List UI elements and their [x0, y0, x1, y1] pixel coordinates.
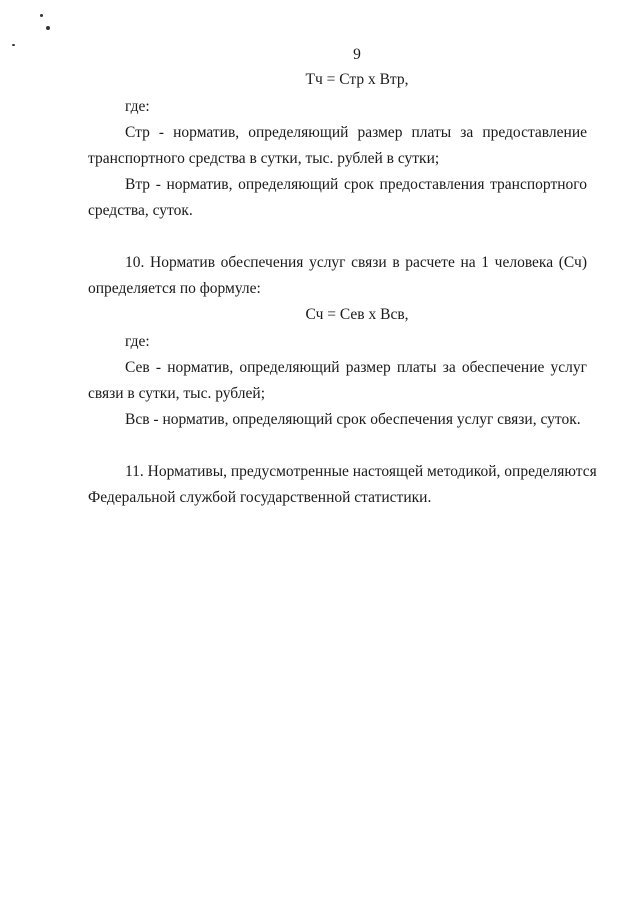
scan-speck	[40, 14, 43, 17]
formula-sch: Сч = Сев х Всв,	[305, 306, 409, 323]
where-label: где:	[125, 333, 150, 350]
page-number: 9	[353, 46, 361, 63]
vtr-definition-line1: Втр - норматив, определяющий срок предоставления транспортного	[125, 176, 587, 193]
formula-tch: Тч = Стр х Втр,	[305, 71, 409, 88]
str-definition-line2: транспортного средства в сутки, тыс. рублей в сутки;	[88, 150, 440, 167]
paragraph-11-line2: Федеральной службой государственной статистики.	[88, 489, 432, 506]
where-label: где:	[125, 98, 150, 115]
sev-definition-line1: Сев - норматив, определяющий размер платы за обеспечение услуг	[125, 359, 587, 376]
paragraph-10-line1: 10. Норматив обеспечения услуг связи в расчете на 1 человека (Сч)	[125, 254, 587, 271]
paragraph-11-line1: 11. Нормативы, предусмотренные настоящей методикой, определяются	[125, 463, 597, 480]
scan-speck	[46, 26, 50, 30]
str-definition-line1: Стр - норматив, определяющий размер платы за предоставление	[125, 124, 587, 141]
paragraph-10-line2: определяется по формуле:	[88, 280, 261, 297]
vtr-definition-line2: средства, суток.	[88, 202, 193, 219]
vsv-definition: Всв - норматив, определяющий срок обеспечения услуг связи, суток.	[125, 411, 581, 428]
sev-definition-line2: связи в сутки, тыс. рублей;	[88, 385, 266, 402]
